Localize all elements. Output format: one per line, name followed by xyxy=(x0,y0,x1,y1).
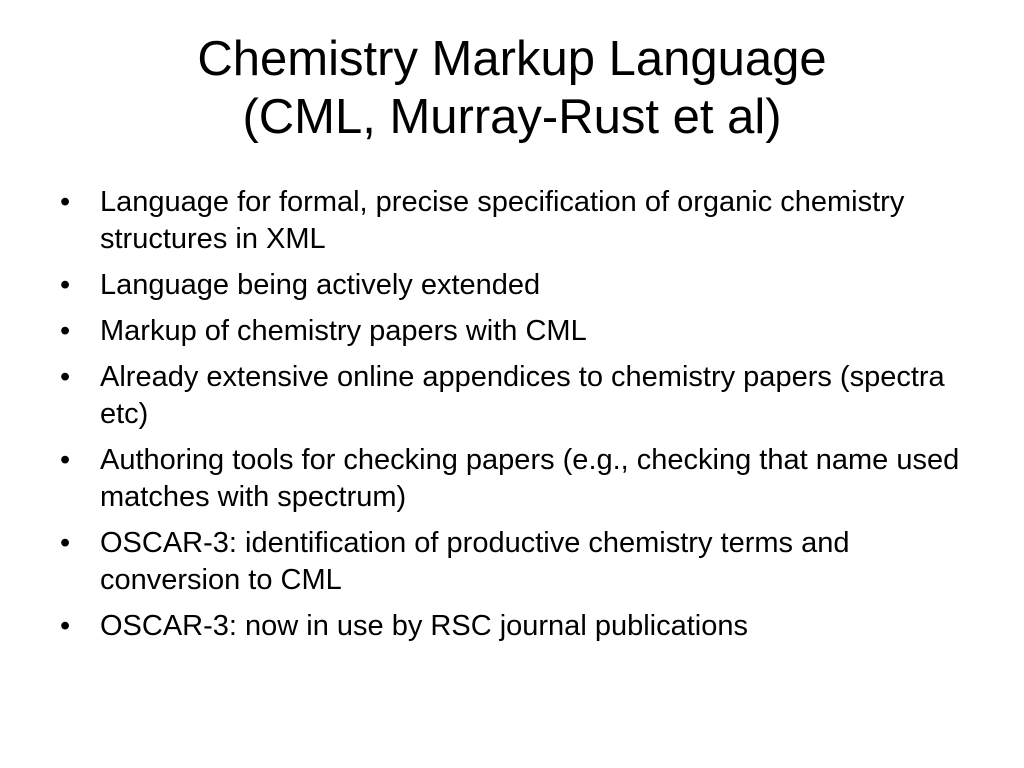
bullet-item xyxy=(60,359,980,433)
bullet-item xyxy=(60,442,980,516)
bullet-text: OSCAR-3: now in use by RSC journal publications xyxy=(100,610,748,642)
title-line-1: Chemistry Markup Language xyxy=(197,32,827,86)
bullet-text: Language for formal, precise specification of organic chemistry structures in XML xyxy=(100,186,905,255)
slide-title xyxy=(0,30,1024,146)
bullet-icon: • xyxy=(60,186,71,218)
bullet-item xyxy=(60,267,980,304)
bullet-text: Language being actively extended xyxy=(100,269,541,301)
bullet-icon: • xyxy=(60,527,71,559)
bullet-item xyxy=(60,184,980,258)
bullet-icon: • xyxy=(60,610,71,642)
bullet-item xyxy=(60,525,980,599)
bullet-text: OSCAR-3: identification of productive chemistry terms and conversion to CML xyxy=(100,527,850,596)
bullet-icon: • xyxy=(60,444,71,476)
bullet-item xyxy=(60,608,980,645)
bullet-icon: • xyxy=(60,315,71,347)
bullet-icon: • xyxy=(60,269,71,301)
bullet-icon: • xyxy=(60,361,71,393)
bullet-text: Markup of chemistry papers with CML xyxy=(100,315,587,347)
bullet-text: Authoring tools for checking papers (e.g., checking that name used matches with spectrum) xyxy=(100,444,960,513)
bullet-text: Already extensive online appendices to chemistry papers (spectra etc) xyxy=(100,361,945,430)
title-line-2: (CML, Murray-Rust et al) xyxy=(242,90,782,144)
bullet-list xyxy=(60,184,980,654)
bullet-item xyxy=(60,313,980,350)
